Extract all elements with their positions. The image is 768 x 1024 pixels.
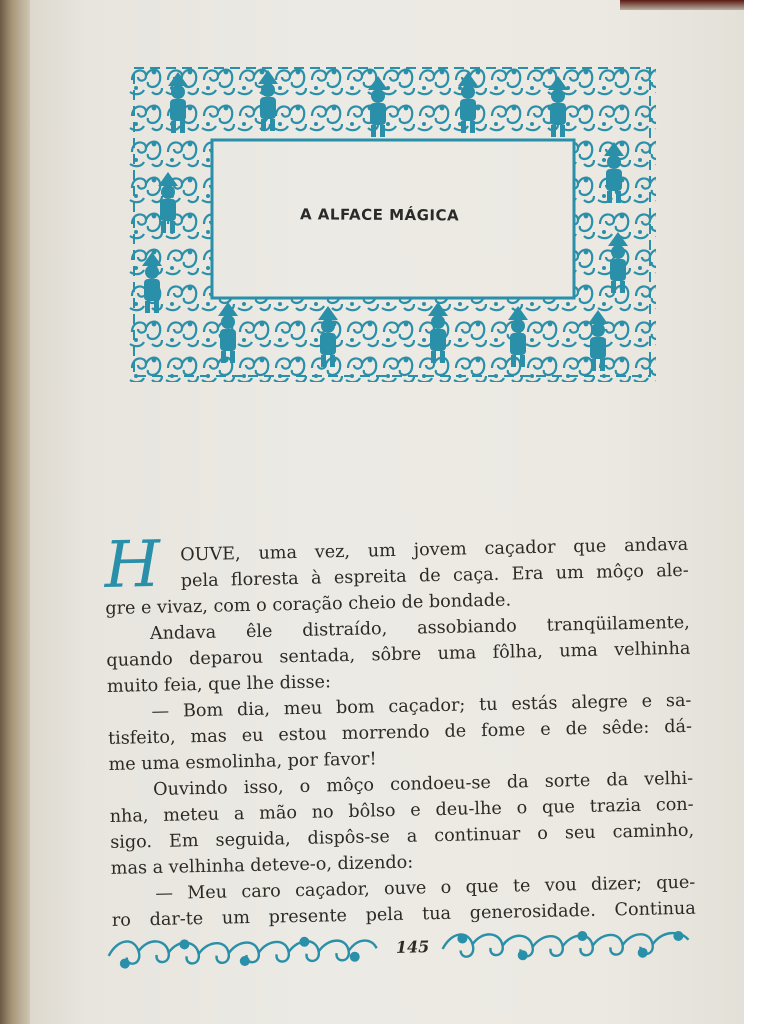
text-line: OUVE, uma vez, um jovem caçador que andava — [180, 534, 689, 566]
book-spine-shadow — [0, 0, 30, 1024]
text-line: sigo. Em seguida, dispôs-se a continuar o seu caminho, — [110, 820, 695, 853]
floral-scroll-ornament-left-icon — [104, 928, 381, 974]
page-margin-right — [744, 0, 768, 1024]
story-title: A ALFACE MÁGICA — [299, 205, 460, 225]
story-body — [103, 527, 696, 934]
text-line: mas a velhinha deteve-o, dizendo: — [110, 852, 414, 879]
text-line: nha, meteu a mão no bôlso e deu-lhe o que trazia con- — [109, 794, 694, 827]
floral-scroll-ornament-right-icon — [438, 922, 693, 967]
text-line: ro dar-te um presente pela tua generosidade. Continua — [111, 898, 696, 931]
page-number: 145 — [395, 937, 430, 957]
text-line: muito feia, que lhe disse: — [106, 672, 332, 697]
text-line: quando deparou sentada, sôbre uma fôlha, uma velhinha — [106, 638, 691, 671]
drop-cap: H — [103, 527, 162, 603]
page-footer — [104, 912, 693, 984]
text-line: me uma esmolinha, por favor! — [108, 749, 377, 775]
text-line: Andava êle distraído, assobiando tranqüilamente, — [149, 612, 690, 645]
text-line: tisfeito, mas eu estou morrendo de fome e de sêde: dá- — [107, 716, 693, 749]
text-line: gre e vivaz, com o coração cheio de bondade. — [105, 590, 512, 619]
book-cover-edge — [620, 0, 750, 10]
text-line: — Bom dia, meu bom caçador; tu estás alegre e sa- — [151, 690, 692, 723]
text-line: Ouvindo isso, o môço condoeu-se da sorte da velhi- — [152, 768, 694, 801]
text-line: pela floresta à espreita de caça. Era um môço ale- — [180, 560, 689, 592]
text-line: — Meu caro caçador, ouve o que te vou dizer; que- — [155, 872, 696, 904]
